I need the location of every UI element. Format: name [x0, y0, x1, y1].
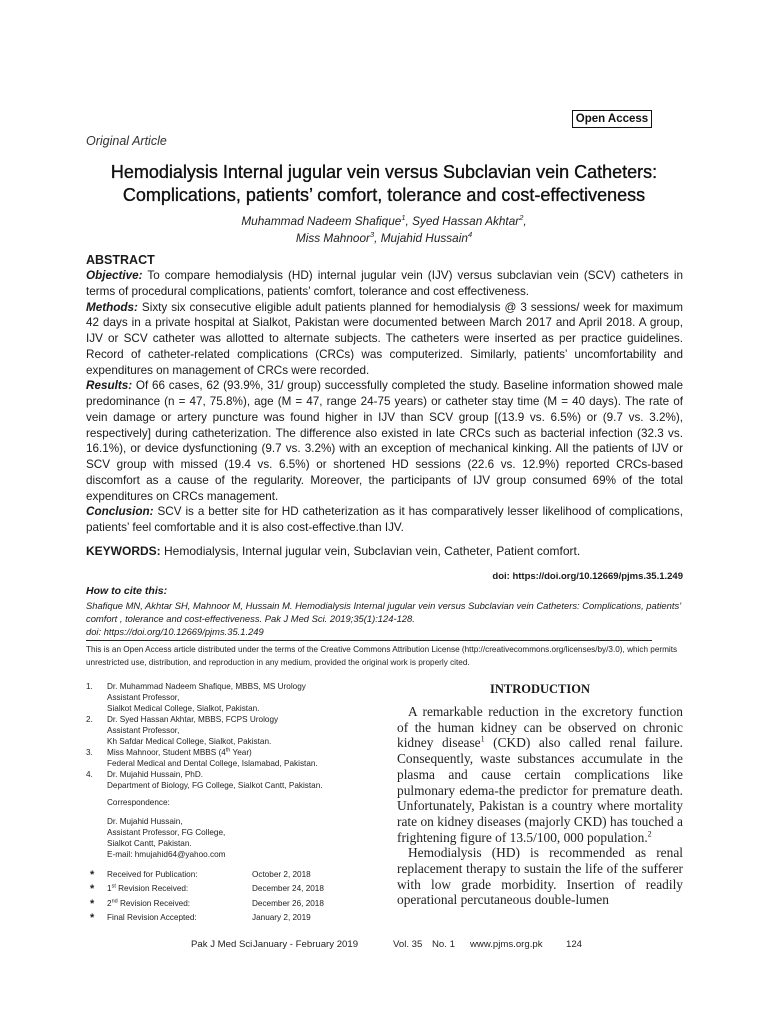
author-line-2: [0, 230, 768, 247]
affiliation-item: [86, 681, 376, 714]
open-access-badge: Open Access: [572, 110, 652, 128]
paragraph-text: A remarkable reduction in the excretory function of the human kidney can be observed on chronic kidney disease: [397, 704, 683, 751]
affiliation-line: Assistant Professor,: [107, 726, 180, 735]
date-label-text: Revision Received:: [117, 898, 191, 908]
bullet-icon: *: [90, 869, 95, 881]
abstract-methods: [86, 300, 683, 379]
ordinal-suffix: nd: [111, 897, 118, 904]
affiliation-line: Kh Safdar Medical College, Sialkot, Pakistan.: [107, 737, 272, 746]
article-type-label: Original Article: [86, 134, 167, 148]
keywords-label: KEYWORDS:: [86, 544, 161, 558]
license-statement: This is an Open Access article distributed under the terms of the Creative Commons Attribution License (http://creativecommons.org/licenses/by/3.0), which permits unrestricted use, distribution, and reproduction in any medium, provided the original work is properly cited.: [86, 645, 678, 667]
bullet-icon: *: [90, 911, 95, 924]
footer-issue-months: January - February 2019: [253, 939, 359, 950]
affiliation-number: 1.: [86, 682, 93, 691]
reference-mark: 2: [647, 829, 652, 839]
abstract-section-text: Of 66 cases, 62 (93.9%, 31/ group) successfully completed the study. Baseline information showed male predominance (n = 47, 75.8%), age (M = 47, range 24-75 years) or catheter stay time (M = 40 days). The rate of vein damage or artery puncture was found higher in IJV than SCV group [(13.9 vs. 6.5%) or (9.7 vs. 3.2%), respectively] during catheterization. The difference also existed in late CRCs such as bacterial infection (32.3 vs. 16.1%), or device dysfunctioning (9.7 vs. 3.2%) with an exception of mechanical kinking. All the patients of IJV or SCV group with missed (19.4 vs. 6.5%) or shortened HD sessions (22.6 vs. 12.9%) reported CRCs-based discomfort as a cause of the regularity. Moreover, the participants of IJV group consumed 69% of the total expenditures on CRCs management.: [86, 379, 683, 503]
affiliation-line: Sialkot Medical College, Sialkot, Pakistan.: [107, 704, 260, 713]
title-line-1: Hemodialysis Internal jugular vein versus Subclavian vein Catheters:: [110, 162, 658, 182]
date-value: January 2, 2019: [252, 912, 311, 922]
author-list: [0, 213, 768, 247]
abstract-section-label: Objective:: [86, 269, 143, 282]
correspondence-label: Correspondence:: [107, 798, 170, 807]
date-row: [86, 868, 386, 882]
affiliation-number: 3.: [86, 748, 93, 757]
date-row: [86, 882, 386, 896]
citation-doi-link[interactable]: doi: https://doi.org/10.12669/pjms.35.1.249: [86, 626, 264, 637]
keywords: [86, 543, 580, 559]
correspondence-line: Assistant Professor, FG College,: [107, 828, 226, 837]
date-label: Final Revision Accepted:: [107, 912, 197, 922]
date-value: December 26, 2018: [252, 898, 324, 908]
footer-website: www.pjms.org.pk: [470, 939, 543, 950]
author-separator: ,: [374, 231, 378, 245]
affiliation-line: Federal Medical and Dental College, Islamabad, Pakistan.: [107, 759, 318, 768]
introduction-paragraph: [397, 704, 683, 845]
abstract-conclusion: [86, 504, 683, 536]
ordinal-number: 2: [107, 898, 112, 908]
affiliation-item: [86, 769, 376, 791]
date-row: [86, 911, 386, 925]
affiliation-line: Dr. Mujahid Hussain, PhD.: [107, 770, 204, 779]
abstract-section-text: Sixty six consecutive eligible adult patients planned for hemodialysis @ 3 sessions/ week for maximum 42 days in a private hospital at Sialkot, Pakistan were documented between March 2017 and April 2018. A group, IJV or SCV catheter was allotted to alternate subjects. The catheters were inserted as per practice guidelines. Record of catheter-related complications (CRCs) was computerized. Similarly, patients’ uncomfortability and expenditures on management of CRCs were recorded.: [86, 300, 684, 377]
author-name: Miss Mahnoor: [295, 231, 370, 245]
footer-page-number: 124: [566, 939, 583, 950]
title-line-2: Complications, patients’ comfort, tolerance and cost-effectiveness: [122, 185, 646, 205]
correspondence-email: E-mail: hmujahid64@yahoo.com: [107, 850, 226, 859]
author-affiliation-mark: 3: [369, 230, 375, 240]
doi-link[interactable]: doi: https://doi.org/10.12669/pjms.35.1.249: [492, 571, 683, 582]
footer-journal: Pak J Med Sci: [191, 939, 253, 950]
ordinal-number: 1: [107, 884, 112, 894]
author-line-1: [0, 213, 768, 230]
paragraph-text: (CKD) also called renal failure. Consequently, waste substances accumulate in the plasma and cause certain complications like pulmonary edema-the predictor for premature death. Unfortunately, Pakistan is a country where mortality rate on kidney diseases (majorly CKD) has touched a frightening figure of 13.5/100, 000 population.: [397, 735, 684, 845]
ordinal-suffix: st: [111, 883, 116, 890]
author-affiliation-mark: 1: [401, 213, 406, 223]
author-affiliations: [86, 681, 376, 791]
affiliation-number: 2.: [86, 715, 93, 724]
date-label-text: Revision Received:: [115, 884, 189, 894]
abstract-heading: ABSTRACT: [86, 253, 155, 267]
affiliation-text: Year): [230, 748, 252, 757]
abstract-section-text: To compare hemodialysis (HD) internal jugular vein (IJV) versus subclavian vein (SCV) catheters in terms of procedural complications, patients’ comfort, tolerance and cost effectiveness.: [86, 269, 683, 298]
affiliation-line: [107, 747, 376, 758]
bullet-icon: *: [90, 897, 95, 910]
author-separator: ,: [523, 214, 527, 228]
citation-text: [86, 599, 683, 638]
affiliation-line: Assistant Professor,: [107, 693, 180, 702]
publication-dates: [86, 868, 386, 925]
affiliation-line: Dr. Muhammad Nadeem Shafique, MBBS, MS Urology: [107, 682, 306, 691]
keywords-text: Hemodialysis, Internal jugular vein, Subclavian vein, Catheter, Patient comfort.: [164, 544, 581, 558]
date-value: October 2, 2018: [252, 870, 311, 879]
author-name: Mujahid Hussain: [380, 231, 468, 245]
correspondence-line: Sialkot Cantt, Pakistan.: [107, 839, 192, 848]
abstract-objective: [86, 268, 683, 300]
abstract-section-label: Methods:: [86, 300, 138, 314]
author-affiliation-mark: 2: [519, 213, 524, 223]
section-divider: [86, 640, 652, 641]
author-name: Muhammad Nadeem Shafique: [241, 214, 402, 228]
date-label: Received for Publication:: [107, 870, 198, 879]
abstract-section-label: Results:: [86, 379, 133, 393]
author-name: Syed Hassan Akhtar: [412, 214, 520, 228]
affiliation-line: Dr. Syed Hassan Akhtar, MBBS, FCPS Urology: [107, 715, 279, 724]
date-row: [86, 897, 386, 911]
abstract-section-label: Conclusion:: [86, 505, 154, 519]
author-separator: ,: [405, 214, 409, 228]
citation-heading: How to cite this:: [86, 585, 168, 597]
article-title: [0, 161, 768, 207]
date-label: [107, 897, 190, 911]
ordinal-suffix: th: [225, 747, 231, 754]
introduction-heading: INTRODUCTION: [489, 682, 590, 696]
bullet-icon: *: [90, 883, 95, 896]
correspondence-line: Dr. Mujahid Hussain,: [107, 817, 183, 826]
introduction-body: [397, 704, 683, 908]
introduction-paragraph: Hemodialysis (HD) is recommended as renal replacement therapy to sustain the life of the sufferer with low grade morbidity. Insertion of readily operational percutaneous double-lumen: [397, 845, 683, 908]
affiliation-number: 4.: [86, 770, 93, 779]
reference-mark: 1: [480, 734, 485, 744]
footer-volume: Vol. 35: [393, 939, 423, 950]
date-value: December 24, 2018: [252, 884, 324, 894]
footer-number: No. 1: [432, 939, 455, 950]
date-label: [107, 882, 188, 896]
affiliation-text: Miss Mahnoor, Student MBBS (4: [107, 748, 226, 757]
affiliation-line: Department of Biology, FG College, Sialkot Cantt, Pakistan.: [107, 781, 323, 790]
correspondence-address: [107, 816, 225, 860]
abstract-results: [86, 378, 683, 504]
affiliation-item: [86, 714, 376, 747]
affiliation-item: [86, 747, 376, 769]
abstract-body: [86, 268, 683, 536]
abstract-section-text: SCV is a better site for HD catheterization as it has comparatively lesser likelihood of complications, patients’ feel comfortable and it is also cost-effective.than IJV.: [86, 505, 684, 534]
citation-reference: Shafique MN, Akhtar SH, Mahnoor M, Hussain M. Hemodialysis Internal jugular vein versus Subclavian vein Catheters: Complications, patients’ comfort , tolerance and cost-effectiveness. Pak J Med Sci. 2019;35(1):124-128.: [86, 600, 681, 624]
author-affiliation-mark: 4: [467, 230, 473, 240]
